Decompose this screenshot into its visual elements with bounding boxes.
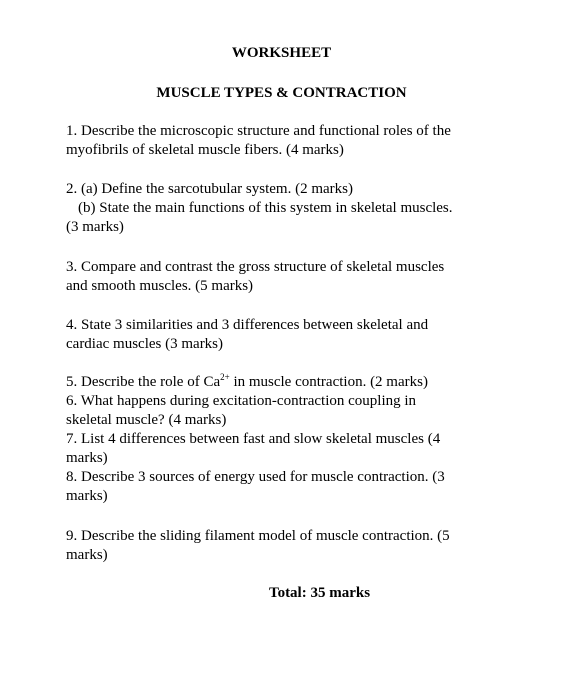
question-5-superscript: 2+ [220,372,230,382]
worksheet-title: WORKSHEET [231,45,332,61]
question-3 [66,258,506,296]
question-8-line-1: 8. Describe 3 sources of energy used for muscle contraction. (3 [66,469,445,485]
question-7-line-1: 7. List 4 differences between fast and slow skeletal muscles (4 [66,431,441,447]
question-6-line-2: skeletal muscle? (4 marks) [66,412,227,428]
question-8-line-2: marks) [66,488,108,504]
question-2-line-3: (3 marks) [66,219,124,235]
question-9-line-1: 9. Describe the sliding filament model of muscle contraction. (5 [66,528,450,544]
question-9-line-2: marks) [66,547,108,563]
question-5-text-after: in muscle contraction. (2 marks) [229,374,428,390]
total-marks: Total: 35 marks [268,585,371,601]
question-7-line-2: marks) [66,450,108,466]
question-5 [66,373,506,392]
question-1-line-1: 1. Describe the microscopic structure and functional roles of the [66,123,451,139]
question-4-line-1: 4. State 3 similarities and 3 differences between skeletal and [66,317,429,333]
questions-5-to-8 [66,373,506,506]
question-4-line-2: cardiac muscles (3 marks) [66,336,224,352]
question-2 [66,180,506,237]
question-3-line-2: and smooth muscles. (5 marks) [66,278,254,294]
question-6-line-1: 6. What happens during excitation-contraction coupling in [66,393,417,409]
question-3-line-1: 3. Compare and contrast the gross structure of skeletal muscles [66,259,445,275]
question-2-line-1: 2. (a) Define the sarcotubular system. (2 marks) [66,181,353,197]
question-4 [66,316,506,354]
question-2-line-2: (b) State the main functions of this system in skeletal muscles. [78,200,453,216]
question-1 [66,122,506,160]
question-9 [66,527,506,565]
worksheet-subtitle: MUSCLE TYPES & CONTRACTION [156,85,407,101]
question-5-text-before: 5. Describe the role of Ca [66,374,221,390]
question-1-line-2: myofibrils of skeletal muscle fibers. (4 marks) [66,142,344,158]
